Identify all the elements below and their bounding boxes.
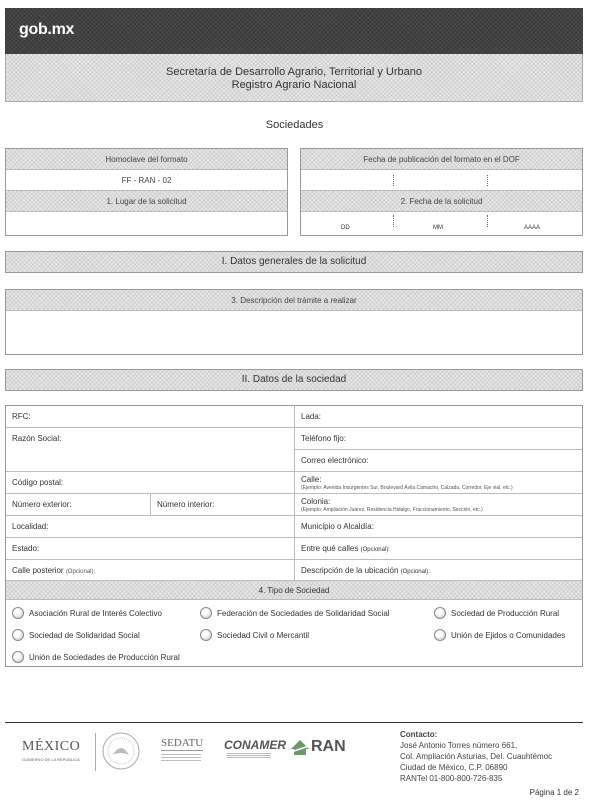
homoclave-value: FF - RAN - 02 <box>6 170 287 191</box>
section-1-title: I. Datos generales de la solicitud <box>5 251 583 273</box>
tipo-label-4: Sociedad de Solidaridad Social <box>29 631 140 640</box>
sedatu-rule <box>161 750 203 751</box>
colonia-label: Colonia: <box>301 497 331 506</box>
razon-social-label: Razón Social: <box>12 434 62 443</box>
lada-field[interactable] <box>295 406 582 428</box>
lugar-input[interactable] <box>6 212 287 235</box>
tipo-sociedad-label: 4. Tipo de Sociedad <box>6 581 582 600</box>
codigo-postal-label: Código postal: <box>12 478 64 487</box>
calle-example: (Ejemplo: Avenida Insurgentes Sur, Boulevard Ávila Camacho, Calzada, Corredor, Eje vial, etc.) <box>301 485 513 491</box>
contact-title: Contacto: <box>400 730 438 739</box>
radio-produccion-rural[interactable] <box>434 607 446 619</box>
num-ext-label: Número exterior: <box>12 500 72 509</box>
contact-line-2: Col. Ampliación Asturias, Del. Cuauhtémoc <box>400 752 553 761</box>
entre-calles-label <box>301 544 390 553</box>
num-int-field[interactable] <box>151 494 294 516</box>
opcional-note: (Opcional): <box>65 569 96 575</box>
date-divider <box>487 215 488 227</box>
fecha-label: 2. Fecha de la solicitud <box>301 191 582 212</box>
descripcion-ubicacion-field[interactable] <box>295 560 582 581</box>
opcional-note: (Opcional): <box>360 547 390 553</box>
colonia-field[interactable] <box>295 494 582 516</box>
homoclave-label: Homoclave del formato <box>6 149 287 170</box>
calle-posterior-label <box>12 566 95 575</box>
descripcion-box <box>5 289 583 355</box>
codigo-postal-field[interactable] <box>6 472 294 494</box>
aaaa-label: AAAA <box>524 225 541 231</box>
sedatu-logo: SEDATU <box>161 737 204 749</box>
contact-line-1: José Antonio Torres número 661, <box>400 741 518 750</box>
form-title: Sociedades <box>265 119 324 131</box>
format-right-box <box>300 148 583 236</box>
lada-label: Lada: <box>301 412 322 421</box>
entre-calles-field[interactable] <box>295 538 582 560</box>
razon-social-field[interactable] <box>6 428 294 472</box>
tipo-label-5: Sociedad Civil o Mercantil <box>217 631 310 640</box>
tipo-label-3: Sociedad de Producción Rural <box>451 609 560 618</box>
gobmx-logo: gob.mx <box>19 21 75 38</box>
correo-field[interactable] <box>295 450 582 472</box>
agency-line-1: Secretaría de Desarrollo Agrario, Territorial y Urbano <box>166 66 422 78</box>
mexico-logo: MÉXICO <box>22 739 81 754</box>
entre-calles-text: Entre qué calles <box>301 544 359 553</box>
correo-label: Correo electrónico: <box>301 456 369 465</box>
telefono-label: Teléfono fijo: <box>301 434 346 443</box>
rfc-field[interactable] <box>6 406 294 428</box>
date-divider <box>393 215 394 227</box>
contact-line-3: Ciudad de México, C.P. 06890 <box>400 763 508 772</box>
num-int-label: Número interior: <box>157 500 215 509</box>
eagle-seal-icon <box>101 731 141 771</box>
agency-line-2: Registro Agrario Nacional <box>231 79 357 91</box>
descripcion-ubicacion-label <box>301 566 430 575</box>
top-bar <box>5 8 583 54</box>
municipio-field[interactable] <box>295 516 582 538</box>
footer <box>5 723 583 783</box>
conamer-logo: CONAMER <box>224 738 286 752</box>
date-divider <box>393 175 394 186</box>
radio-asociacion-rural[interactable] <box>12 607 24 619</box>
ran-logo: RAN <box>311 738 346 755</box>
telefono-field[interactable] <box>295 428 582 450</box>
calle-field[interactable] <box>295 472 582 494</box>
section-2-title: II. Datos de la sociedad <box>5 369 583 391</box>
ran-house-icon <box>289 737 311 757</box>
sedatu-subtext-icon <box>161 753 201 761</box>
tipo-label-6: Unión de Ejidos o Comunidades <box>451 631 566 640</box>
localidad-field[interactable] <box>6 516 294 538</box>
fecha-input[interactable] <box>301 212 582 235</box>
radio-union-ejidos[interactable] <box>434 629 446 641</box>
conamer-subtext-icon <box>227 753 271 758</box>
fecha-pub-value <box>301 170 582 191</box>
calle-posterior-text: Calle posterior <box>12 566 64 575</box>
tipo-label-1: Asociación Rural de Interés Colectivo <box>29 609 162 618</box>
date-divider <box>487 175 488 186</box>
tipo-label-7: Unión de Sociedades de Producción Rural <box>29 653 180 662</box>
agency-header <box>5 54 583 102</box>
format-left-box <box>5 148 288 236</box>
descripcion-label: 3. Descripción del trámite a realizar <box>6 290 582 311</box>
calle-posterior-field[interactable] <box>6 560 294 581</box>
contact-line-4: RANTel 01-800-800-726-835 <box>400 774 503 783</box>
descripcion-ubicacion-text: Descripción de la ubicación <box>301 566 399 575</box>
colonia-example: (Ejemplo: Ampliación Juárez, Residencia Hidalgo, Fraccionamiento, Sección, etc.) <box>301 507 483 513</box>
localidad-label: Localidad: <box>12 522 49 531</box>
municipio-label: Municipio o Alcaldía: <box>301 522 374 531</box>
dd-label: DD <box>341 225 350 231</box>
sociedad-table <box>5 405 583 667</box>
opcional-note: (Opcional): <box>400 569 430 575</box>
radio-solidaridad-social[interactable] <box>12 629 24 641</box>
estado-label: Estado: <box>12 544 40 553</box>
contact-block <box>400 729 552 784</box>
rfc-label: RFC: <box>12 412 31 421</box>
mm-label: MM <box>433 225 443 231</box>
estado-field[interactable] <box>6 538 294 560</box>
logo-divider <box>95 733 96 771</box>
calle-label: Calle: <box>301 475 322 484</box>
radio-union-sociedades[interactable] <box>12 651 24 663</box>
page-number: Página 1 de 2 <box>529 788 579 797</box>
lugar-label: 1. Lugar de la solicitud <box>6 191 287 212</box>
tipo-label-2: Federación de Sociedades de Solidaridad Social <box>217 609 390 618</box>
mexico-sub: GOBIERNO DE LA REPÚBLICA <box>22 757 80 762</box>
radio-civil-mercantil[interactable] <box>200 629 212 641</box>
fecha-pub-label: Fecha de publicación del formato en el DOF <box>301 149 582 170</box>
descripcion-input[interactable] <box>6 311 582 355</box>
num-ext-field[interactable] <box>6 494 151 516</box>
radio-federacion[interactable] <box>200 607 212 619</box>
